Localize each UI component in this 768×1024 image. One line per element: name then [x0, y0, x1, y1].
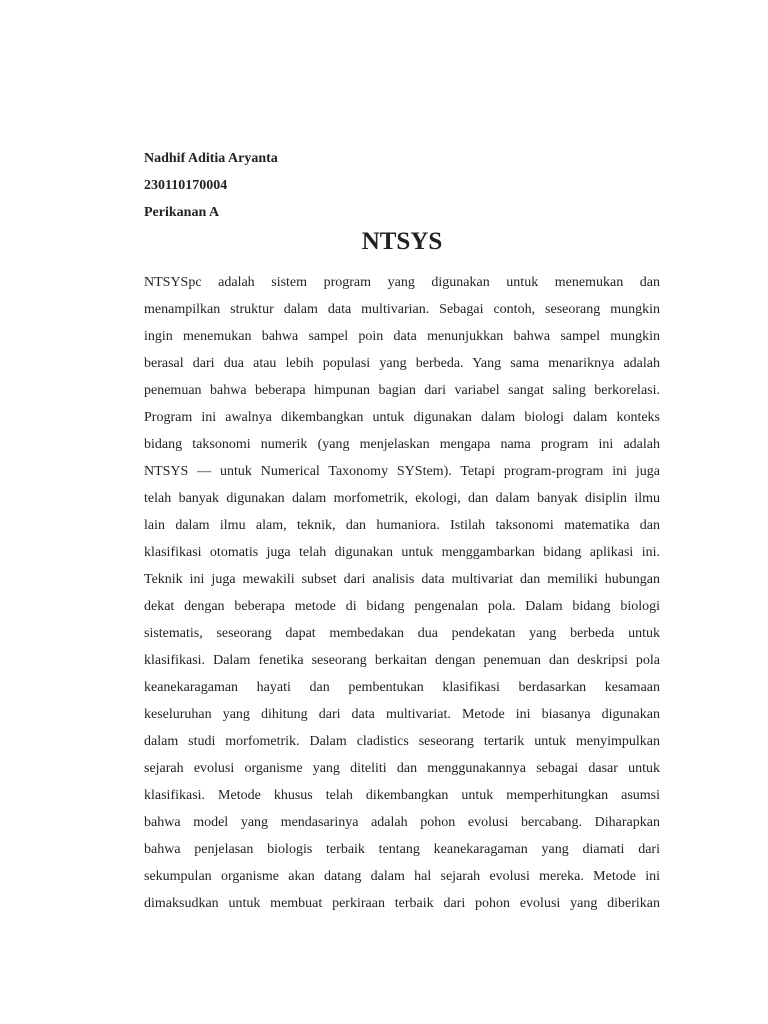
text-line: dalam studi morfometrik. Dalam cladistics seseorang tertarik untuk menyimpulkan	[144, 734, 660, 749]
text-line: bahwa model yang mendasarinya adalah pohon evolusi bercabang. Diharapkan	[144, 815, 660, 830]
text-line: bahwa penjelasan biologis terbaik tentang keanekaragaman yang diamati dari	[144, 842, 660, 857]
text-line: sistematis, seseorang dapat membedakan dua pendekatan yang berbeda untuk	[144, 626, 660, 641]
text-line: menampilkan struktur dalam data multivarian. Sebagai contoh, seseorang mungkin	[144, 302, 660, 317]
text-line: berasal dari dua atau lebih populasi yang berbeda. Yang sama menariknya adalah	[144, 356, 660, 371]
text-line: klasifikasi. Dalam fenetika seseorang berkaitan dengan penemuan dan deskripsi pola	[144, 653, 660, 668]
text-line: bidang taksonomi numerik (yang menjelaskan mengapa nama program ini adalah	[144, 437, 660, 452]
text-line: penemuan bahwa beberapa himpunan bagian dari variabel sangat saling berkorelasi.	[144, 383, 660, 398]
text-line: keanekaragaman hayati dan pembentukan klasifikasi berdasarkan kesamaan	[144, 680, 660, 695]
author-block	[144, 145, 624, 226]
text-line: sejarah evolusi organisme yang diteliti dan menggunakannya sebagai dasar untuk	[144, 761, 660, 776]
body-paragraph	[144, 269, 660, 917]
text-line: dekat dengan beberapa metode di bidang pengenalan pola. Dalam bidang biologi	[144, 599, 660, 614]
text-line: klasifikasi. Metode khusus telah dikembangkan untuk memperhitungkan asumsi	[144, 788, 660, 803]
author-name: Nadhif Aditia Aryanta	[144, 151, 278, 166]
text-line: telah banyak digunakan dalam morfometrik, ekologi, dan dalam banyak disiplin ilmu	[144, 491, 660, 506]
text-line: keseluruhan yang dihitung dari data multivariat. Metode ini biasanya digunakan	[144, 707, 660, 722]
document-title: NTSYS	[361, 228, 443, 255]
text-line: dimaksudkan untuk membuat perkiraan terbaik dari pohon evolusi yang diberikan	[144, 896, 660, 911]
text-line: Teknik ini juga mewakili subset dari analisis data multivariat dan memiliki hubungan	[144, 572, 660, 587]
class-name: Perikanan A	[144, 205, 220, 220]
text-line: Program ini awalnya dikembangkan untuk digunakan dalam biologi dalam konteks	[144, 410, 660, 425]
text-line: klasifikasi otomatis juga telah digunakan untuk menggambarkan bidang aplikasi ini.	[144, 545, 660, 560]
text-line: lain dalam ilmu alam, teknik, dan humaniora. Istilah taksonomi matematika dan	[144, 518, 660, 533]
text-line: ingin menemukan bahwa sampel poin data menunjukkan bahwa sampel mungkin	[144, 329, 660, 344]
text-line: sekumpulan organisme akan datang dalam hal sejarah evolusi mereka. Metode ini	[144, 869, 660, 884]
text-line: NTSYSpc adalah sistem program yang digunakan untuk menemukan dan	[144, 275, 660, 290]
text-line: NTSYS — untuk Numerical Taxonomy SYStem). Tetapi program-program ini juga	[144, 464, 660, 479]
student-id: 230110170004	[144, 178, 228, 193]
